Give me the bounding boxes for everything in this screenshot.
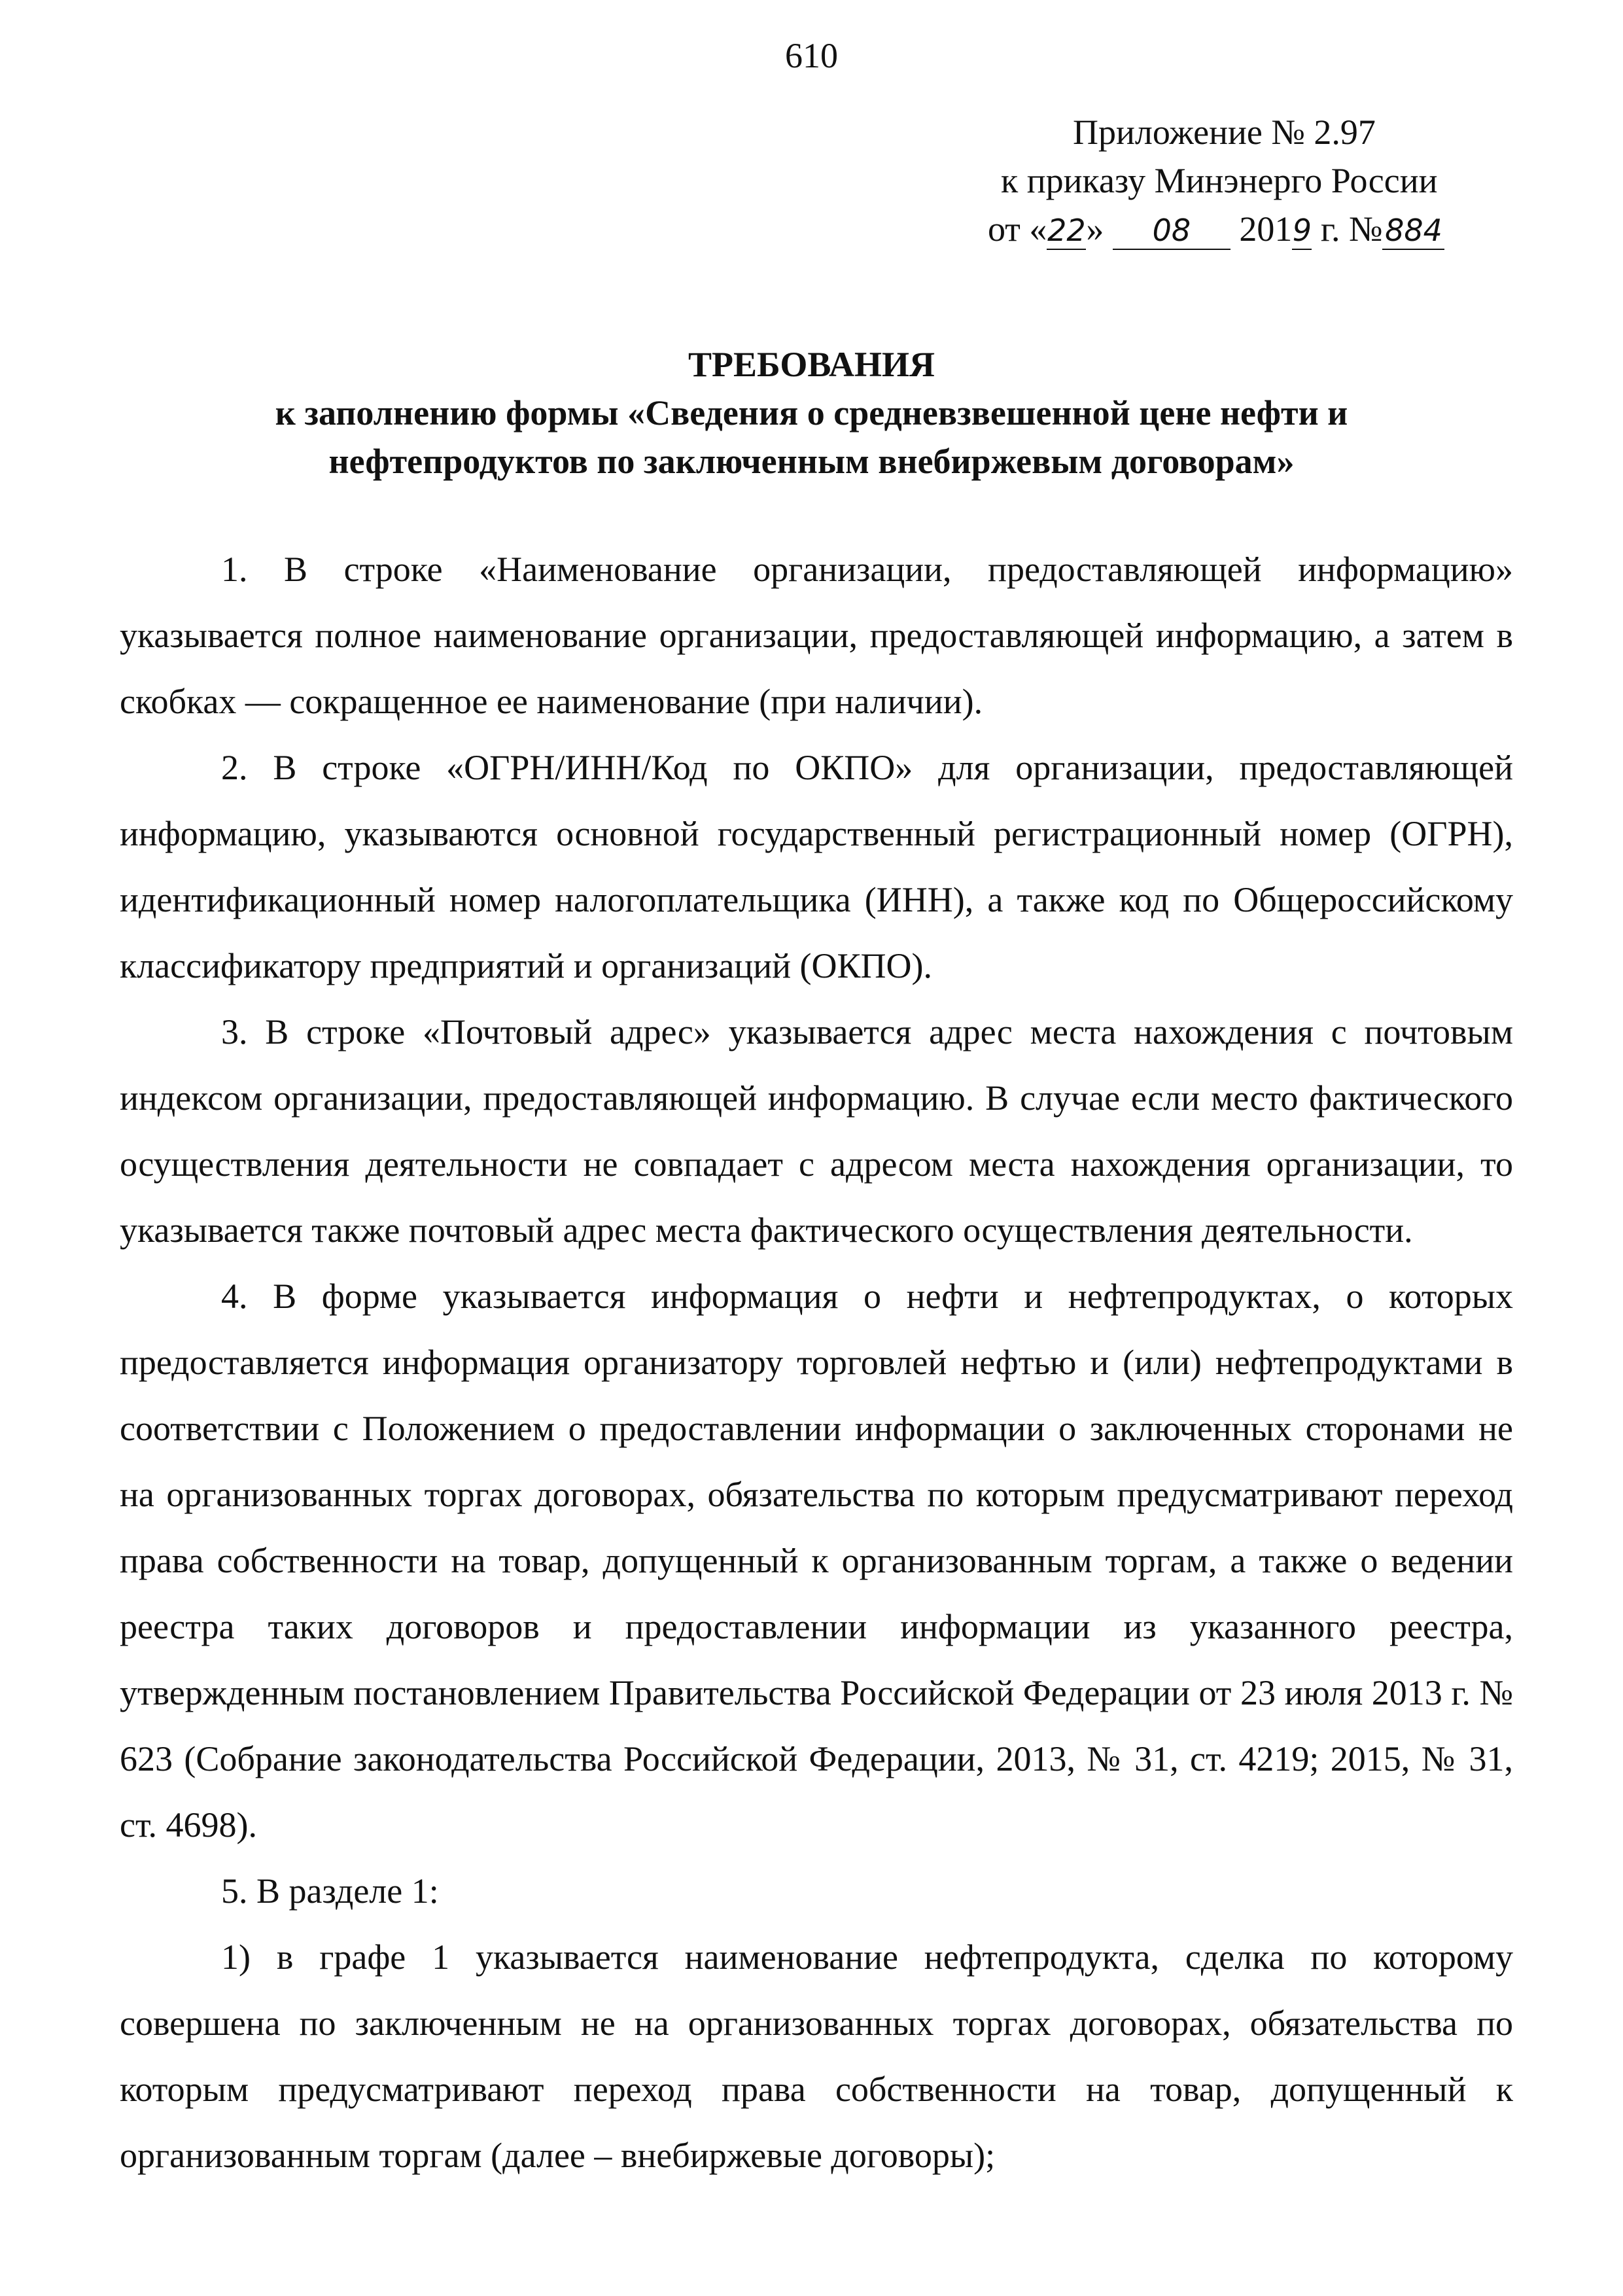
handwritten-day: 22 xyxy=(1047,212,1086,250)
paragraph-5: 5. В разделе 1: xyxy=(221,1871,439,1911)
appendix-header xyxy=(988,108,1524,253)
appendix-order-reference: к приказу Минэнерго России xyxy=(1001,161,1438,200)
paragraph-4: 4. В форме указывается информация о нефти и нефтепродуктах, о которых предоставляется информация организатору торговлей нефтью и (или) нефтепродуктами в соответствии с Положением о предоставлении информации о заключенных сторонами не на организованных торгах договорах, обязательства по которым предусматривают переход права собственности на товар, допущенный к организованным торгам, а также о ведении реестра таких договоров и предоставлении информации из указанного реестра, утвержденным постановлением Правительства Российской Федерации от 23 июля 2013 г. № 623 (Собрание законодательства Российской Федерации, 2013, № 31, ст. 4219; 2015, № 31, ст. 4698). xyxy=(120,1277,1513,1845)
appendix-number: Приложение № 2.97 xyxy=(1073,113,1376,152)
date-quote-close: » xyxy=(1086,209,1104,249)
paragraph-6: 1) в графе 1 указывается наименование нефтепродукта, сделка по которому совершена по заключенным не на организованных торгах договорах, обязательства по которым предусматривают переход права собственности на товар, допущенный к организованным торгам (далее – внебиржевые договоры); xyxy=(120,1937,1513,2175)
paragraph-3: 3. В строке «Почтовый адрес» указывается адрес места нахождения с почтовым индексом организации, предоставляющей информацию. В случае если место фактического осуществления деятельности не совпадает с адресом места нахождения организации, то указывается также почтовый адрес места фактического осуществления деятельности. xyxy=(120,1012,1513,1250)
paragraph-2: 2. В строке «ОГРН/ИНН/Код по ОКПО» для организации, предоставляющей информацию, указываются основной государственный регистрационный номер (ОГРН), идентификационный номер налогоплательщика (ИНН), а также код по Общероссийскому классификатору предприятий и организаций (ОКПО). xyxy=(120,748,1513,985)
date-prefix: от « xyxy=(988,209,1047,249)
handwritten-month: 08 xyxy=(1113,212,1230,250)
handwritten-order-number: 884 xyxy=(1382,212,1444,250)
appendix-order-date xyxy=(988,205,1524,253)
year-prefix: 201 xyxy=(1239,209,1293,249)
handwritten-year-digit: 9 xyxy=(1292,212,1312,250)
year-suffix: г. № xyxy=(1312,209,1383,249)
document-body xyxy=(120,537,1513,2189)
title-heading: ТРЕБОВАНИЯ xyxy=(688,345,935,384)
title-line-2: нефтепродуктов по заключенным внебиржевым договорам» xyxy=(328,442,1295,481)
title-line-1: к заполнению формы «Сведения о средневзвешенной цене нефти и xyxy=(275,393,1348,433)
paragraph-1: 1. В строке «Наименование организации, предоставляющей информацию» указывается полное наименование организации, предоставляющей информацию, а затем в скобках — сокращенное ее наименование (при наличии). xyxy=(120,550,1513,721)
document-title xyxy=(0,340,1623,486)
page-number: 610 xyxy=(785,36,838,75)
